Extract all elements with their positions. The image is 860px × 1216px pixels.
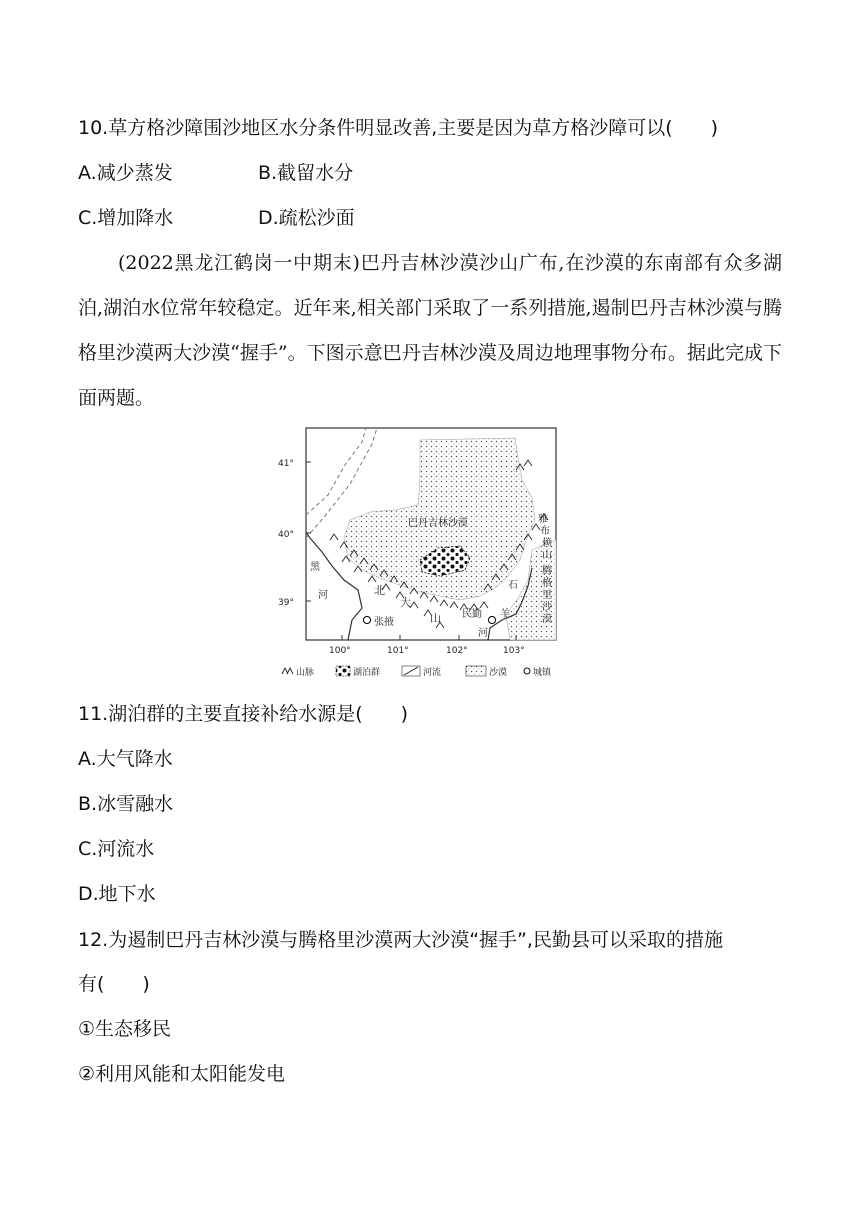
legend-lakes: 湖泊群 — [353, 668, 381, 678]
lat-label-41: 41° — [278, 459, 294, 469]
yabulai-char-1: 雅 — [538, 514, 548, 525]
heihe-char-1: 黑 — [310, 562, 320, 573]
q11-option-a: A.大气降水 — [78, 748, 173, 770]
q12-stem-line2: 有( ) — [78, 973, 150, 995]
desert-label: 巴丹吉林沙漠 — [408, 518, 468, 529]
yabulai-char-3: 赖 — [542, 538, 552, 549]
lon-label-100: 100° — [329, 646, 351, 656]
q12-option-2: ②利用风能和太阳能发电 — [78, 1063, 286, 1085]
tengger-char-4: 沙 — [542, 602, 552, 613]
legend-desert: 沙漠 — [489, 668, 508, 678]
minqin-city-marker — [488, 616, 495, 623]
legend-mountain: 山脉 — [296, 668, 315, 678]
lat-label-39: 39° — [278, 598, 294, 608]
map-legend — [282, 666, 552, 678]
shiyanghe-char-1: 石 — [508, 580, 518, 591]
badain-jaran-map — [270, 420, 600, 682]
q11-option-c: C.河流水 — [78, 838, 155, 860]
minqin-label: 民勤 — [462, 609, 482, 620]
q11-stem: 11.湖泊群的主要直接补给水源是( ) — [78, 703, 409, 725]
shiyanghe-char-3: 河 — [478, 628, 488, 639]
zhangye-city-marker — [363, 616, 370, 623]
heihe-char-2: 河 — [318, 590, 328, 601]
zhangye-label: 张掖 — [374, 617, 394, 628]
lon-label-103: 103° — [503, 646, 525, 656]
q12-stem-line1: 12.为遏制巴丹吉林沙漠与腾格里沙漠两大沙漠“握手”,民勤县可以采取的措施 — [78, 929, 723, 951]
q10-option-a: A.减少蒸发 — [78, 162, 173, 184]
lon-label-101: 101° — [387, 646, 409, 656]
q10-option-b: B.截留水分 — [258, 162, 354, 184]
shiyanghe-char-2: 羊 — [500, 609, 510, 620]
legend-city: 城镇 — [533, 668, 552, 678]
beidashan-char-2: 大 — [400, 596, 411, 609]
q11-option-b: B.冰雪融水 — [78, 793, 174, 815]
yabulai-char-4: 山 — [542, 550, 552, 561]
tengger-char-1: 腾 — [542, 566, 552, 577]
material-paragraph: (2022黑龙江鹤岗一中期末)巴丹吉林沙漠沙山广布,在沙漠的东南部有众多湖泊,湖泊水位常年较稳定。近年来,相关部门采取了一系列措施,遏制巴丹吉林沙漠与腾格里沙漠两大沙漠“握手”。下图示意巴丹吉林沙漠及周边地理事物分布。据此完成下面两题。 — [78, 252, 782, 409]
lon-label-102: 102° — [446, 646, 468, 656]
q11-option-d: D.地下水 — [78, 883, 156, 905]
tengger-char-3: 里 — [542, 590, 552, 601]
beidashan-char-1: 北 — [374, 584, 385, 597]
legend-river: 河流 — [423, 668, 442, 678]
lat-label-40: 40° — [278, 530, 294, 540]
q10-stem: 10.草方格沙障围沙地区水分条件明显改善,主要是因为草方格沙障可以( ) — [78, 117, 719, 139]
yabulai-char-2: 布 — [540, 526, 550, 537]
tengger-char-5: 漠 — [542, 614, 552, 625]
tengger-char-2: 格 — [542, 578, 552, 589]
q10-option-d: D.疏松沙面 — [258, 207, 355, 229]
beidashan-char-3: 山 — [430, 612, 441, 625]
q12-option-1: ①生态移民 — [78, 1018, 172, 1040]
q10-option-c: C.增加降水 — [78, 207, 174, 229]
